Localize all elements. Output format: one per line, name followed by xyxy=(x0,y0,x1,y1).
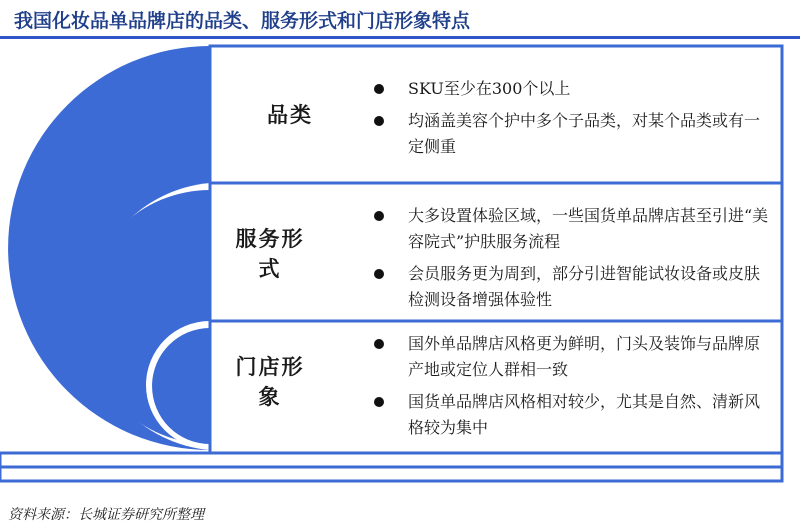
bullet-text: 会员服务更为周到，部分引进智能试妆设备或皮肤检测设备增强体验性 xyxy=(408,264,761,309)
bullet-text: SKU至少在300个以上 xyxy=(408,79,571,98)
category-label-2: 服务形式 xyxy=(235,227,305,281)
bullet-list-1 xyxy=(370,76,770,166)
bullet-dot xyxy=(374,211,384,221)
list-item xyxy=(370,389,770,441)
bottom-strip-1 xyxy=(0,453,782,467)
list-item xyxy=(370,203,770,255)
bottom-strip-2 xyxy=(0,467,782,481)
bullet-text: 均涵盖美容个护中多个子品类，对某个品类或有一定侧重 xyxy=(408,111,761,156)
bullet-text: 国货单品牌店风格相对较少，尤其是自然、清新风格较为集中 xyxy=(408,392,761,437)
bullet-text: 国外单品牌店风格更为鲜明，门头及装饰与品牌原产地或定位人群相一致 xyxy=(408,334,761,379)
bullet-dot xyxy=(374,269,384,279)
list-item xyxy=(370,331,770,383)
page-title: 我国化妆品单品牌店的品类、服务形式和门店形象特点 xyxy=(14,10,471,32)
category-label-1: 品类 xyxy=(267,103,313,127)
bullet-dot xyxy=(374,339,384,349)
category-label-3: 门店形象 xyxy=(235,355,305,409)
bullet-list-3 xyxy=(370,331,770,447)
bullet-dot xyxy=(374,116,384,126)
bullet-list-2 xyxy=(370,203,770,319)
bullet-dot xyxy=(374,397,384,407)
bullet-text: 大多设置体验区域，一些国货单品牌店甚至引进“美容院式”护肤服务流程 xyxy=(408,206,769,251)
list-item xyxy=(370,108,770,160)
list-item xyxy=(370,261,770,313)
list-item xyxy=(370,76,770,102)
source-note: 资料来源：长城证券研究所整理 xyxy=(8,507,204,523)
bullet-dot xyxy=(374,84,384,94)
